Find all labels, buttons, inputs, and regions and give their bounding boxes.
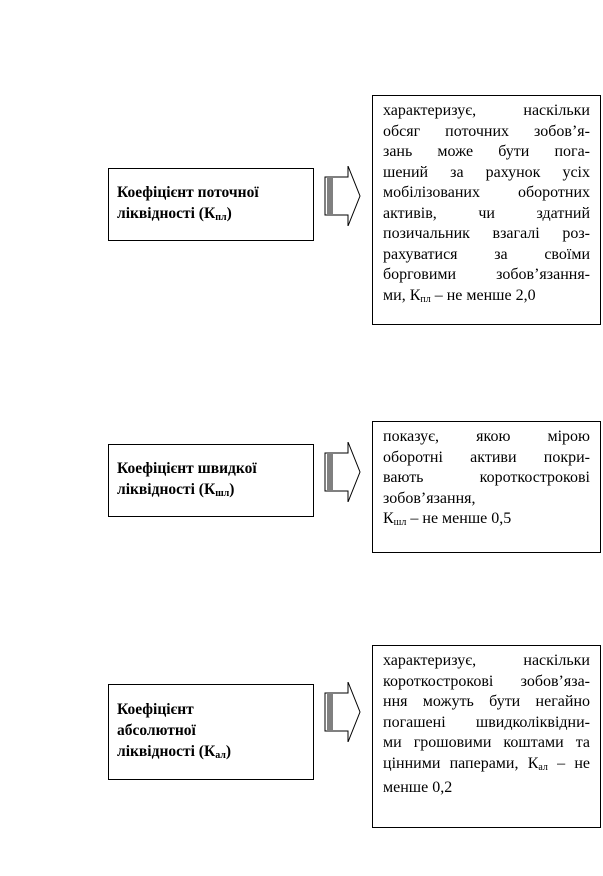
subscript: шл (215, 487, 230, 499)
description-box-absolute-liquidity (372, 645, 601, 828)
description-line: ми грошовими коштами та (383, 734, 590, 751)
arrow-right-icon (323, 682, 363, 742)
description-box-quick-liquidity (372, 421, 601, 553)
description-line: мобілізованих оборотних (383, 184, 590, 201)
description-line: борговими зобов’язання- (383, 266, 590, 283)
subscript: шл (393, 517, 407, 528)
arrow-right-icon (323, 166, 363, 226)
coefficient-box-current-liquidity (108, 168, 314, 241)
coefficient-name-line-2: абсолютної (117, 721, 196, 739)
coefficient-name-line-3: ліквідності $(К_{ал})$ (117, 742, 232, 761)
description-line: зань може бути пога- (383, 143, 590, 160)
description-line: зобов’язання, (383, 489, 476, 507)
description-line: $К_{шл}$ – не менше 0,5 (383, 510, 512, 528)
coefficient-name (117, 182, 259, 228)
subscript: пл (420, 293, 431, 305)
description-line: обсяг поточних зобов’я- (383, 122, 590, 140)
coefficient-name (117, 699, 231, 766)
description-line: шений за рахунок усіх (383, 163, 590, 181)
description-line: цінними паперами, $К_{ал}$ – не (383, 754, 590, 773)
description-box-current-liquidity (372, 95, 601, 325)
coefficient-name-line-2: ліквідності $(К_{пл})$ (117, 204, 232, 223)
description-line: позичальник взагалі роз- (383, 225, 590, 242)
coefficient-name (117, 458, 257, 504)
subscript: ал (215, 749, 226, 761)
description-line: характеризує, наскільки (383, 102, 590, 119)
coefficient-box-quick-liquidity (108, 444, 314, 517)
description-line: вають короткострокові (383, 469, 590, 486)
coefficient-name-line-1: Коефіцієнт (117, 700, 194, 718)
coefficient-box-absolute-liquidity (108, 684, 314, 780)
coefficient-name-line-2: ліквідності $(К_{шл})$ (117, 480, 235, 499)
description-line: показує, якою мірою (383, 428, 590, 445)
description-line: активів, чи здатний (383, 204, 590, 222)
description-line: характеризує, наскільки (383, 652, 590, 669)
coefficient-name-line-1: Коефіцієнт поточної (117, 183, 259, 201)
description-line: короткострокові зобов’яза- (383, 672, 590, 690)
subscript: ал (538, 761, 548, 773)
description-line: ми, $К_{пл}$ – не менше 2,0 (383, 286, 536, 305)
description-line: погашені швидколіквідни- (383, 713, 590, 731)
description-line: рахуватися за своїми (383, 245, 590, 263)
subscript: пл (215, 211, 227, 223)
arrow-right-icon (323, 442, 363, 502)
coefficient-name-line-1: Коефіцієнт швидкої (117, 459, 257, 477)
description-line: менше 0,2 (383, 779, 453, 796)
description-line: оборотні активи покри- (383, 448, 590, 466)
description-line: ння можуть бути негайно (383, 693, 590, 710)
